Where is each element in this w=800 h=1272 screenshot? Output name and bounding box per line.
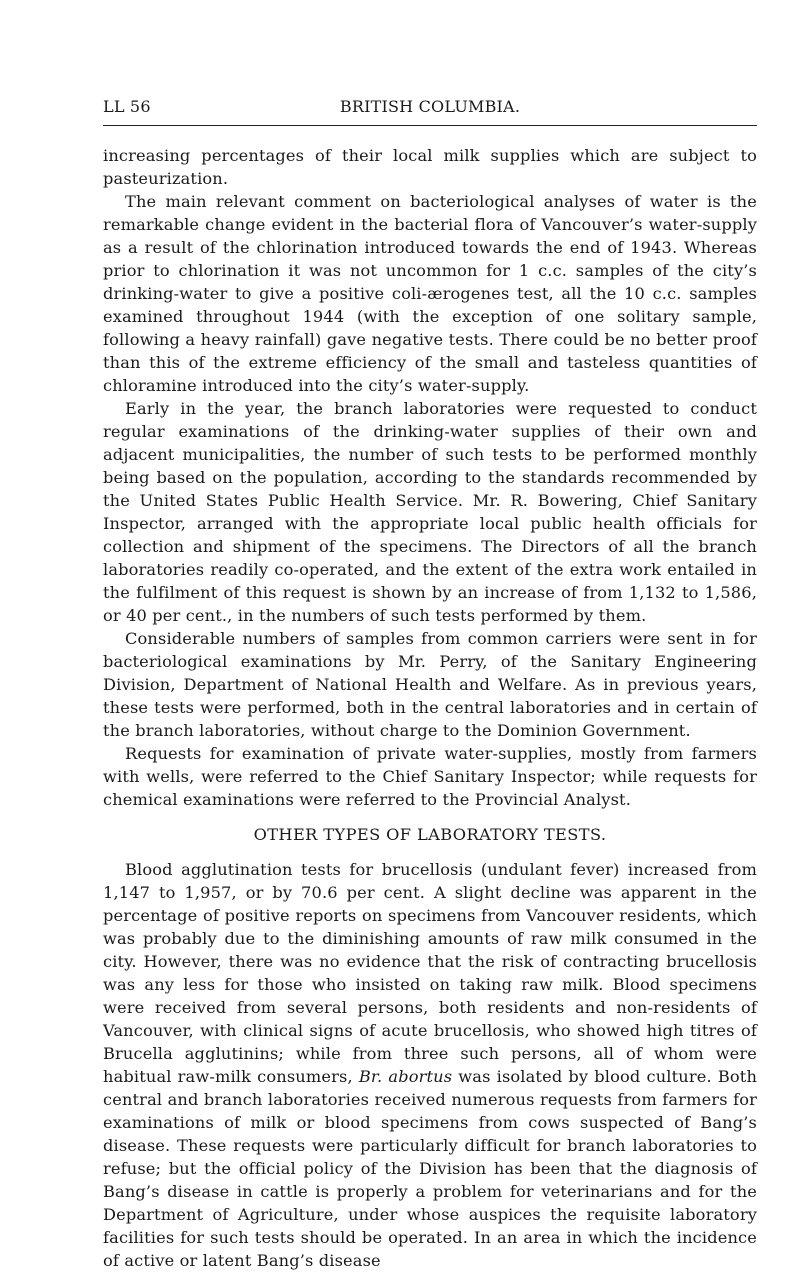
species-name-italic: Br. abortus [358, 1067, 453, 1086]
page-number: LL 56 [103, 97, 151, 116]
section-heading: OTHER TYPES OF LABORATORY TESTS. [253, 825, 607, 844]
paragraph-text-part: was isolated by blood culture. Both central and branch laboratories received numerous requests from farmers for examinations of milk or blood specimens from cows suspected of Bang’s disease. These requests were particularly difficult for branch laboratories to refuse; but the official policy of the Division has been that the diagnosis of Bang’s disease in cattle is properly a problem for veterinarians and for the Department of Agriculture, under whose auspices the requisite laboratory facilities for such tests should be operated. In an area in which the incidence of active or latent Bang’s disease [103, 1067, 758, 1270]
paragraph-text-part: Blood agglutination tests for brucellosis (undulant fever) increased from 1,147 to 1,957, or by 70.6 per cent. A slight decline was apparent in the percentage of positive reports on specimens from Vancouver residents, which was probably due to the diminishing amounts of raw milk consumed in the city. However, there was no evidence that the risk of contracting brucellosis was any less for those who insisted on taking raw milk. Blood specimens were received from several persons, both residents and non-residents of Vancouver, with clinical signs of acute brucellosis, who showed high titres of Brucella agglutinins; while from three such persons, all of whom were habitual raw-milk consumers, [103, 860, 757, 1086]
paragraph-private-water-supplies: Requests for examination of private water-supplies, mostly from farmers with wells, were referred to the Chief Sanitary Inspector; while requests for chemical examinations were referred to the Provincial Analyst. [103, 744, 757, 809]
paragraph-continuation: increasing percentages of their local milk supplies which are subject to pasteurization. [103, 146, 757, 188]
body-text [103, 144, 757, 1272]
paragraph-branch-laboratories: Early in the year, the branch laboratories were requested to conduct regular examinations of the drinking-water supplies of their own and adjacent municipalities, the number of such tests to be performed monthly being based on the population, according to the standards recommended by the United States Public Health Service. Mr. R. Bowering, Chief Sanitary Inspector, arranged with the appropriate local public health officials for collection and shipment of the specimens. The Directors of all the branch laboratories readily co-operated, and the extent of the extra work entailed in the fulfilment of this request is shown by an increase of from 1,132 to 1,586, or 40 per cent., in the numbers of such tests performed by them. [103, 399, 757, 625]
running-title: BRITISH COLUMBIA. [339, 97, 521, 116]
paragraph-common-carriers: Considerable numbers of samples from common carriers were sent in for bacteriological examinations by Mr. Perry, of the Sanitary Engineering Division, Department of National Health and Welfare. As in previous years, these tests were performed, both in the central laboratories and in certain of the branch laboratories, without charge to the Dominion Government. [103, 629, 757, 740]
header-rule [103, 125, 757, 126]
paragraph-blood-agglutination [103, 858, 757, 1272]
paragraph-water-chlorination: The main relevant comment on bacteriological analyses of water is the remarkable change evident in the bacterial flora of Vancouver’s water-supply as a result of the chlorination introduced towards the end of 1943. Whereas prior to chlorination it was not uncommon for 1 c.c. samples of the city’s drinking-water to give a positive coli-ærogenes test, all the 10 c.c. samples examined throughout 1944 (with the exception of one solitary sample, following a heavy rainfall) gave negative tests. There could be no better proof than this of the extreme efficiency of the small and tasteless quantities of chloramine introduced into the city’s water-supply. [103, 192, 757, 395]
